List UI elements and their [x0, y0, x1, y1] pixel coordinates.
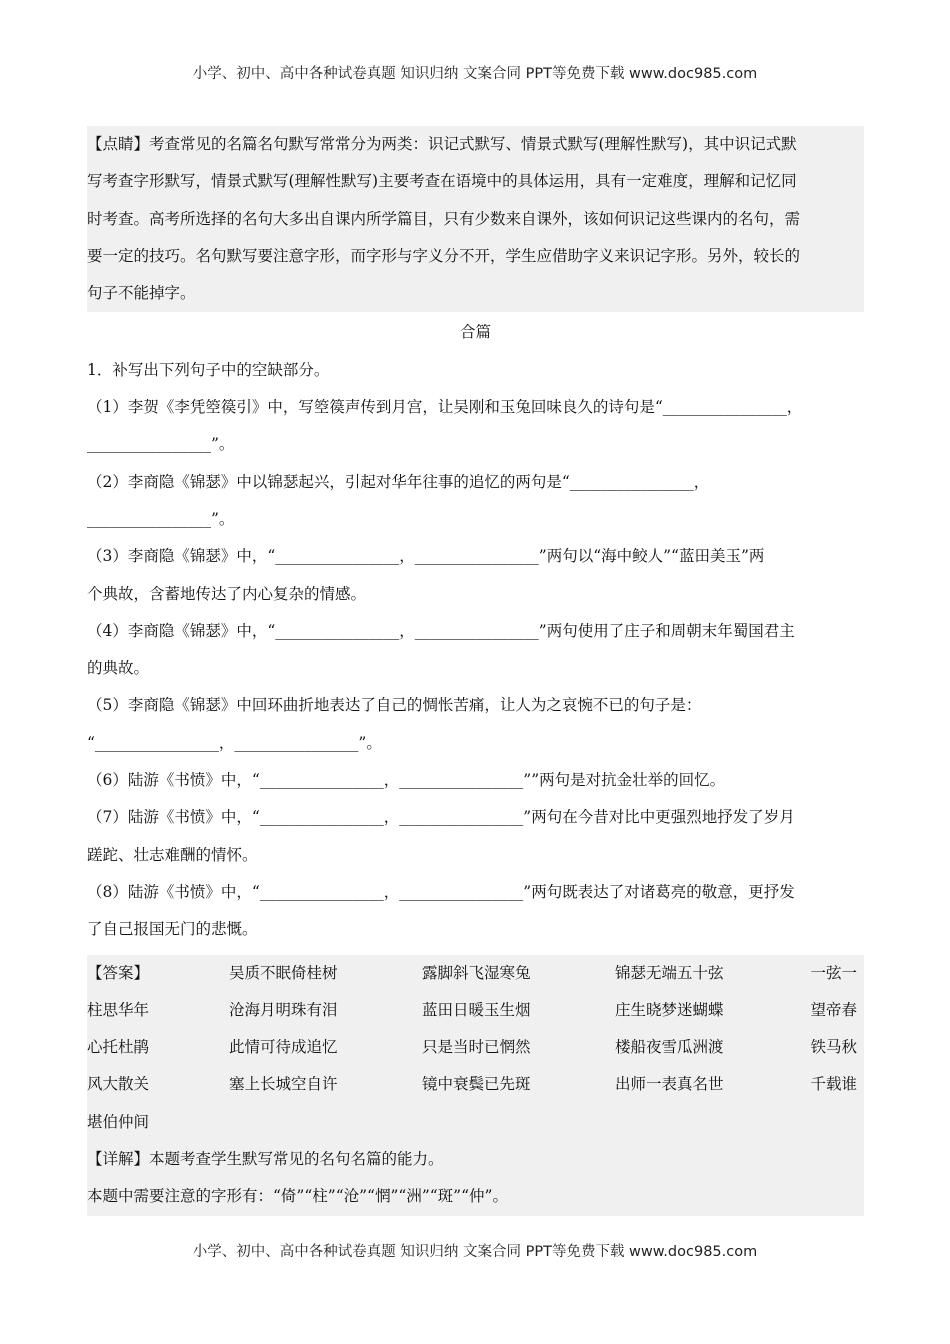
answer-row	[87, 1066, 864, 1103]
answer-cell: 铁马秋	[810, 1038, 857, 1057]
question-line: 1．补写出下列句子中的空缺部分。	[87, 360, 330, 379]
answer-row	[87, 955, 864, 992]
question-line: ________________”。	[87, 435, 235, 454]
question-line: 了自己报国无门的悲慨。	[87, 920, 258, 939]
answer-cell: 千载谁	[810, 1075, 857, 1094]
question-line: 的典故。	[87, 659, 150, 678]
answer-cell: 此情可待成追忆	[229, 1038, 338, 1057]
detail-line: 本题中需要注意的字形有：“倚”“柱”“沧”“惘”“洲”“斑”“仲”。	[87, 1187, 508, 1206]
answer-cell: 吴质不眠倚桂树	[229, 963, 338, 982]
detail-line: 【详解】本题考查学生默写常见的名句名篇的能力。	[87, 1150, 444, 1169]
question-line: 蹉跎、壮志难酬的情怀。	[87, 845, 258, 864]
answer-block	[87, 955, 864, 1216]
tip-block	[87, 126, 864, 312]
tip-line: 写考查字形默写，情景式默写(理解性默写)主要考查在语境中的具体运用，具有一定难度，理解和记忆同	[87, 172, 797, 191]
tip-line: 时考查。高考所选择的名句大多出自课内所学篇目，只有少数来自课外，该如何识记这些课内的名句，需	[87, 209, 801, 228]
answer-cell: 镜中衰鬓已先斑	[422, 1075, 531, 1094]
answer-cell: 蓝田日暖玉生烟	[422, 1000, 531, 1019]
question-line: 个典故，含蓄地传达了内心复杂的情感。	[87, 584, 367, 603]
page-header: 小学、初中、高中各种试卷真题 知识归纳 文案合同 PPT等免费下载 www.doc985.com	[192, 66, 758, 82]
answer-row	[87, 1029, 864, 1066]
answer-cell: 只是当时已惘然	[422, 1038, 531, 1057]
answer-cell: 一弦一	[810, 963, 857, 982]
question-line: “________________，________________”。	[87, 733, 382, 752]
question-line: （3）李商隐《锦瑟》中，“________________，________________”两句以“海中鲛人”“蓝田美玉”两	[87, 547, 765, 566]
answer-cell: 心托杜鹃	[87, 1038, 150, 1057]
questions	[87, 314, 864, 948]
question-line: （5）李商隐《锦瑟》中回环曲折地表达了自己的惆怅苦痛，让人为之哀惋不已的句子是：	[87, 696, 702, 715]
answer-cell: 风大散关	[87, 1075, 150, 1094]
answer-row	[87, 1104, 864, 1141]
answer-cell: 锦瑟无端五十弦	[615, 963, 724, 982]
question-line: （4）李商隐《锦瑟》中，“________________，________________”两句使用了庄子和周朝末年蜀国君主	[87, 621, 795, 640]
answer-cell: 望帝春	[810, 1000, 857, 1019]
answer-cell: 塞上长城空自许	[229, 1075, 338, 1094]
question-line: （1）李贺《李凭箜篌引》中，写箜篌声传到月宫，让吴刚和玉兔回味良久的诗句是“________________，	[87, 398, 803, 417]
answer-cell: 沧海月明珠有泪	[229, 1000, 338, 1019]
page-footer: 小学、初中、高中各种试卷真题 知识归纳 文案合同 PPT等免费下载 www.doc985.com	[192, 1243, 758, 1260]
answer-row	[87, 992, 864, 1029]
tip-line: 【点睛】考查常见的名篇名句默写常常分为两类：识记式默写、情景式默写(理解性默写)，其中识记式默	[87, 135, 797, 153]
answer-cell: 堪伯仲间	[87, 1112, 150, 1131]
question-line: （6）陆游《书愤》中，“________________，________________””两句是对抗金壮举的回忆。	[87, 771, 726, 790]
answer-cell: 庄生晓梦迷蝴蝶	[615, 1000, 724, 1019]
question-line: （7）陆游《书愤》中，“________________，________________”两句在今昔对比中更强烈地抒发了岁月	[87, 808, 795, 827]
tip-line: 要一定的技巧。名句默写要注意字形，而字形与字义分不开，学生应借助字义来识记字形。另外，较长的	[87, 246, 801, 265]
question-line: （2）李商隐《锦瑟》中以锦瑟起兴，引起对华年往事的追忆的两句是“________________，	[87, 472, 710, 491]
answer-cell: 楼船夜雪瓜洲渡	[615, 1038, 724, 1057]
question-line: ________________”。	[87, 509, 235, 528]
answer-cell: 柱思华年	[87, 1000, 150, 1019]
tip-line: 句子不能掉字。	[87, 284, 196, 303]
answer-cell: 露脚斜飞湿寒兔	[422, 963, 531, 982]
section-title: 合篇	[459, 323, 491, 342]
answer-cell: 【答案】	[87, 963, 150, 982]
question-line: （8）陆游《书愤》中，“________________，________________”两句既表达了对诸葛亮的敬意，更抒发	[87, 882, 795, 901]
answer-cell: 出师一表真名世	[615, 1075, 724, 1094]
